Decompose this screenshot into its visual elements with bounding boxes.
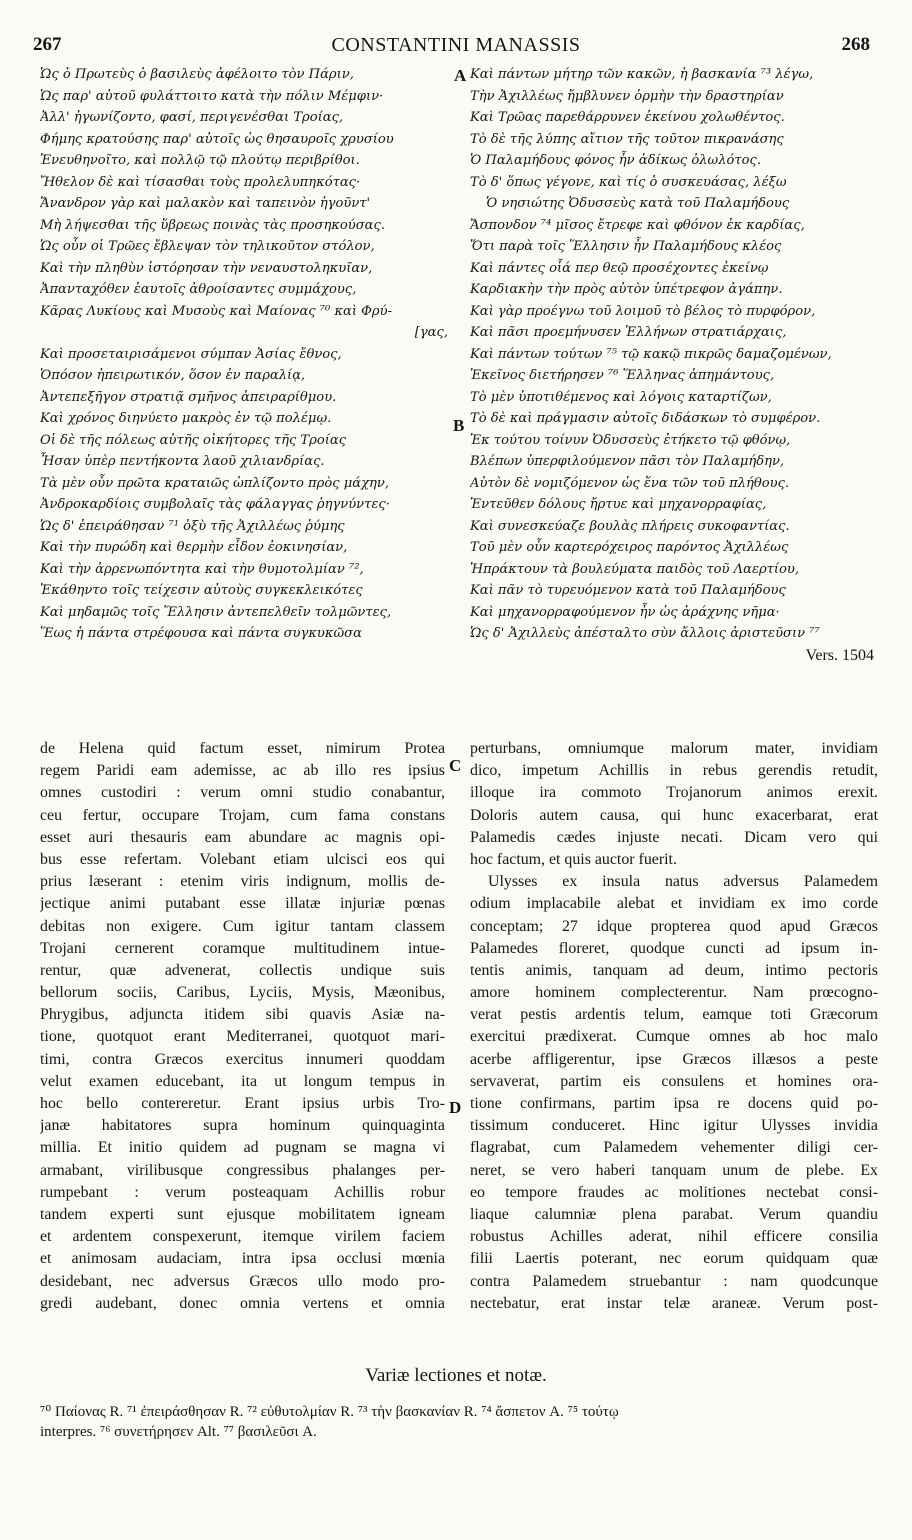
latin-text-line: debitas non exigere. Cum igitur tantam classem bbox=[40, 917, 445, 935]
greek-verse-line: Τὸ μὲν ὑποτιθέμενος καὶ λόγοις καταρτίζων, bbox=[470, 389, 772, 405]
greek-verse-line: Ἐντεῦθεν δόλους ἤρτυε καὶ μηχανορραφίας, bbox=[470, 497, 767, 512]
greek-verse-line: Τὸ δὲ τῆς λύπης αἴτιον τῆς τοῦτον πικρανάσης bbox=[470, 131, 784, 147]
greek-verse-line: Τὰ μὲν οὖν πρῶτα κραταιῶς ὡπλίζοντο πρὸς μάχην, bbox=[40, 475, 389, 491]
greek-verse-line: Καὶ τὴν πυρώδη καὶ θερμὴν εἶδον ἐοκινησίαν, bbox=[40, 540, 348, 555]
greek-verse-line: Καὶ χρόνος διηνύετο μακρὸς ἐν τῷ πολέμῳ. bbox=[40, 411, 332, 426]
greek-verse-line: Καρδιακὴν τὴν πρὸς αὐτὸν ὑπέτρεφον ἀγάπην. bbox=[470, 282, 783, 297]
greek-verse-line: Ὡς οὖν οἱ Τρῶες ἔβλεψαν τὸν τηλικοῦτον στόλον, bbox=[40, 239, 375, 254]
latin-text-line: gredi audebant, donec omnia vertens et omnia bbox=[40, 1294, 445, 1312]
greek-verse-line: Καὶ πάντων τούτων ⁷⁵ τῷ κακῷ πικρῶς δαμαζομένων, bbox=[470, 346, 832, 362]
page-number-left: 267 bbox=[33, 34, 62, 55]
greek-verse-line: Ἐκάθηντο τοῖς τείχεσιν αὐτοὺς συγκεκλεικότες bbox=[40, 583, 363, 598]
latin-text-line: robustus Achilles aderat, nihil efficere consilia bbox=[470, 1228, 878, 1246]
latin-text-line: perturbans, omniumque malorum mater, invidiam bbox=[470, 740, 878, 757]
greek-verse-line: Ἄσπονδον ⁷⁴ μῖσος ἔτρεφε καὶ φθόνον ἐκ καρδίας, bbox=[470, 217, 805, 233]
latin-text-line: odium implacabile alebat et invidiam ex imo corde bbox=[470, 895, 878, 913]
greek-verse-line: Οἱ δὲ τῆς πόλεως αὐτῆς οἰκήτορες τῆς Τροίας bbox=[40, 432, 347, 448]
greek-verse-line: Καὶ Τρῶας παρεθάρρυνεν ἐκείνου χολωθέντος. bbox=[470, 110, 785, 125]
latin-text-line: timi, contra Græcos exercitus innumeri quoddam bbox=[40, 1050, 445, 1068]
latin-text-line: et animosam audaciam, intra ipsa occlusi mœnia bbox=[40, 1250, 445, 1268]
greek-verse-line: Ὡς ὁ Πρωτεὺς ὁ βασιλεὺς ἀφέλοιτο τὸν Πάριν, bbox=[40, 67, 354, 82]
latin-text-line: contra Palamedem struebantur : nam quodcunque bbox=[470, 1272, 878, 1290]
latin-text-line: verat pestis ardentis telum, eamque toti Græcorum bbox=[470, 1006, 878, 1024]
greek-verse-line: Κᾶρας Λυκίους καὶ Μυσοὺς καὶ Μαίονας ⁷⁰ καὶ Φρύ- bbox=[40, 303, 392, 319]
latin-text-line: tione, quotquot erant Mediterranei, quotquot mari- bbox=[40, 1028, 445, 1046]
latin-text-line: tione confirmans, partim ipsa re docens quid po- bbox=[470, 1095, 878, 1112]
greek-verse-line: Μὴ λήψεσθαι τῆς ὕβρεως ποινὰς τὰς προσηκούσας. bbox=[40, 217, 385, 233]
greek-verse-line: Ὁπόσον ἠπειρωτικόν, ὅσον ἐν παραλίᾳ, bbox=[40, 368, 306, 383]
latin-text-line: Palamedis cædes injuste necati. Dicam vero qui bbox=[470, 828, 878, 846]
greek-verse-line: Ὁ Παλαμήδους φόνος ἦν ἀδίκως ὀλωλότος. bbox=[470, 153, 762, 168]
greek-verse-line: Ἐκεῖνος διετήρησεν ⁷⁶ Ἕλληνας ἀπημάντους, bbox=[470, 368, 775, 383]
greek-verse-line: Καὶ γὰρ προέγνω τοῦ λοιμοῦ τὸ βέλος τὸ πυρφόρον, bbox=[470, 303, 816, 319]
page-number-right: 268 bbox=[841, 34, 870, 55]
greek-text-right-column bbox=[470, 64, 878, 666]
greek-verse-line: Αὐτὸν δὲ νομιζόμενον ὡς ἕνα τῶν τοῦ πλήθους. bbox=[470, 475, 790, 491]
column-marker-c: C bbox=[449, 756, 462, 775]
latin-text-line: de Helena quid factum esset, nimirum Protea bbox=[40, 740, 445, 757]
latin-text-line: bus esse refertam. Volebant etiam ulcisci eos qui bbox=[40, 850, 445, 868]
greek-verse-line: Τὸ δ' ὅπως γέγονε, καὶ τίς ὁ συσκευάσας, λέξω bbox=[470, 174, 787, 190]
latin-text-line: regem Paridi eam ademisse, ac ab illo res ipsius bbox=[40, 762, 445, 780]
latin-text-line: acerbe affligerentur, ipse Græcos illæsos a peste bbox=[470, 1050, 878, 1068]
greek-verse-line: Ἠπράκτουν τὰ βουλεύματα παιδὸς τοῦ Λαερτίου, bbox=[470, 561, 800, 577]
latin-text-line: neret, se vero haberi tanquam unum de plebe. Ex bbox=[470, 1161, 878, 1179]
running-title: CONSTANTINI MANASSIS bbox=[331, 34, 581, 56]
latin-text-line: Trojani cernerent coramque multitudinem intue- bbox=[40, 939, 445, 957]
greek-verse-line: Καὶ τὴν ἀρρενωπόντητα καὶ τὴν θυμοτολμίαν ⁷², bbox=[40, 561, 364, 577]
greek-verse-line: Καὶ τὴν πληθὺν ἱστόρησαν τὴν νεναυστοληκυῖαν, bbox=[40, 260, 373, 276]
latin-text-line: bellorum sociis, Caribus, Lyciis, Mysis, Mæonibus, bbox=[40, 984, 445, 1002]
column-marker-b: B bbox=[453, 416, 465, 435]
greek-verse-line: Ὅτι παρὰ τοῖς Ἕλλησιν ἦν Παλαμήδους κλέος bbox=[470, 239, 782, 254]
latin-text-line: rentur, quæ advenerat, collectis undique suis bbox=[40, 961, 445, 979]
greek-verse-line: Καὶ συνεσκεύαζε βουλὰς πλήρεις συκοφαντίας. bbox=[470, 518, 790, 534]
latin-text-line: desidebant, nec adversus Græcos ullo modo pro- bbox=[40, 1272, 445, 1290]
latin-text-line: amore hominem complecterentur. Nam prœcogno- bbox=[470, 984, 878, 1002]
latin-text-line: rumpebant : verum posteaquam Achillis robur bbox=[40, 1183, 445, 1201]
notes-heading: Variæ lectiones et notæ. bbox=[365, 1365, 547, 1386]
greek-verse-line: [γας, bbox=[414, 325, 448, 340]
latin-text-line: Phrygibus, adjuncta itidem sibi quavis Asiæ na- bbox=[40, 1006, 445, 1024]
latin-text-line: Doloris autem causa, qui hunc exacerbarat, erat bbox=[470, 806, 878, 824]
latin-text-line: Palamedes floreret, quodque cuncti ad ipsum in- bbox=[470, 939, 878, 957]
greek-verse-line: Ἦσαν ὑπὲρ πεντήκοντα λαοῦ χιλιανδρίας. bbox=[40, 454, 325, 469]
latin-text-line: tandem experti sunt ejusque mobilitatem igneam bbox=[40, 1205, 445, 1223]
latin-text-line: ceu fertur, occupare Trojam, cum fama constans bbox=[40, 806, 445, 824]
greek-verse-line: Ὡς δ' ἐπειράθησαν ⁷¹ ὀξὺ τῆς Ἀχιλλέως ῥύμης bbox=[40, 518, 345, 534]
greek-verse-line: Ὁ νησιώτης Ὀδυσσεὺς κατὰ τοῦ Παλαμήδους bbox=[486, 196, 790, 211]
latin-text-line: hoc bello contereretur. Erant ipsius urbis Tro- bbox=[40, 1095, 445, 1112]
latin-text-line: tissimum conduceret. Hinc igitur Ulysses invidia bbox=[470, 1117, 878, 1135]
latin-text-line: eo tempore fraudes ac molitiones nectebat consi- bbox=[470, 1183, 878, 1201]
greek-verse-line: Ἀλλ' ἠγωνίζοντο, φασί, περιγενέσθαι Τροίας, bbox=[40, 110, 344, 125]
latin-translation-right-column bbox=[470, 738, 878, 1315]
greek-text-left-column bbox=[40, 64, 460, 645]
latin-text-line: esset auri thesauris eam abundare ac magnis opi- bbox=[40, 828, 445, 846]
latin-text-line: tentis animis, tanquam ad deum, intimo pectoris bbox=[470, 961, 878, 979]
latin-text-line: jectique animi putabant esse illatæ injuriæ pœnas bbox=[40, 895, 445, 913]
greek-verse-line: Ὡς παρ' αὐτοῦ φυλάττοιτο κατὰ τὴν πόλιν Μέμφιν· bbox=[40, 88, 384, 104]
latin-text-line: nectebatur, erat instar telæ araneæ. Verum post- bbox=[470, 1294, 878, 1312]
latin-text-line: conceptam; 27 idque propterea quod apud Græcos bbox=[470, 917, 878, 935]
verse-number-label: Vers. 1504 bbox=[805, 646, 874, 664]
greek-verse-line: Καὶ προσεταιρισάμενοι σύμπαν Ἀσίας ἔθνος, bbox=[40, 346, 342, 362]
greek-verse-line: Καὶ πάντες οἷά περ θεῷ προσέχοντες ἐκείνῳ bbox=[470, 260, 769, 276]
greek-verse-line: Ὡς δ' Ἀχιλλεὺς ἀπέσταλτο σὺν ἄλλοις ἀριστεῦσιν ⁷⁷ bbox=[470, 626, 820, 641]
latin-text-line: hoc factum, et quis auctor fuerit. bbox=[470, 850, 677, 868]
latin-text-line: dico, impetum Achillis in rebus gerendis retudit, bbox=[470, 762, 878, 780]
latin-text-line: prius læserant : etenim viris indignum, mollis de- bbox=[40, 873, 445, 891]
latin-text-line: illoque ira commoto Trojanorum animos erexit. bbox=[470, 784, 878, 802]
latin-text-line: millia. Et initio quidem ad pugnam se magna vi bbox=[40, 1139, 445, 1157]
greek-verse-line: Καὶ πᾶσι προεμήνυσεν Ἑλλήνων στρατιάρχαις, bbox=[470, 325, 787, 340]
latin-text-line: liaque calumniæ plena parabat. Verum quandiu bbox=[470, 1205, 878, 1223]
greek-verse-line: Φήμης κρατούσης παρ' αὐτοῖς ὡς θησαυροῖς χρυσίου bbox=[40, 131, 394, 147]
greek-verse-line: Καὶ πάντων μήτηρ τῶν κακῶν, ἡ βασκανία ⁷³ λέγω, bbox=[470, 67, 814, 82]
greek-verse-line: Τοῦ μὲν οὖν καρτερόχειρος παρόντος Ἀχιλλέως bbox=[470, 540, 789, 555]
greek-verse-line: Τὴν Ἀχιλλέως ἤμβλυνεν ὁρμὴν τὴν δραστηρίαν bbox=[470, 88, 784, 104]
greek-verse-line: Ἐνευθηνοῖτο, καὶ πολλῷ τῷ πλούτῳ περιβρίθοι. bbox=[40, 153, 360, 168]
greek-verse-line: Ἀπανταχόθεν ἑαυτοῖς ἀθροίσαντες συμμάχους, bbox=[40, 282, 357, 297]
greek-verse-line: Καὶ πᾶν τὸ τυρευόμενον κατὰ τοῦ Παλαμήδους bbox=[470, 583, 786, 598]
latin-text-line: filii Laertis poterant, nec eorum quidquam quæ bbox=[470, 1250, 878, 1268]
latin-text-line: armabant, virilibusque congressibus phalanges per- bbox=[40, 1161, 445, 1179]
greek-verse-line: Καὶ μηδαμῶς τοῖς Ἕλλησιν ἀντεπελθεῖν τολμῶντες, bbox=[40, 604, 392, 620]
note-line: ⁷⁰ Παίονας R. ⁷¹ ἐπειράσθησαν R. ⁷² εὐθυτολμίαν R. ⁷³ τὴν βασκανίαν R. ⁷⁴ ἄσπετον A. ⁷⁵ τούτῳ bbox=[40, 1404, 619, 1420]
greek-verse-line: Ἕως ἡ πάντα στρέφουσα καὶ πάντα συγκυκῶσα bbox=[40, 626, 362, 641]
page-header bbox=[0, 34, 912, 64]
greek-verse-line: Βλέπων ὑπερφιλούμενον πᾶσι τὸν Παλαμήδην, bbox=[470, 454, 785, 469]
latin-text-line: servaverat, partim eis consulens et homines ora- bbox=[470, 1072, 878, 1090]
column-marker-d: D bbox=[449, 1098, 462, 1117]
note-line: interpres. ⁷⁶ συνετήρησεν Alt. ⁷⁷ βασιλεῦσι A. bbox=[40, 1424, 317, 1440]
latin-text-line: Ulysses ex insula natus adversus Palamedem bbox=[488, 873, 878, 891]
column-marker-a: A bbox=[454, 66, 467, 85]
notes-section bbox=[40, 1402, 878, 1442]
latin-text-line: exercitui prædixerat. Cumque omnes ab hoc malo bbox=[470, 1028, 878, 1046]
latin-text-line: omnes custodiri : verum omni studio conabantur, bbox=[40, 784, 445, 802]
greek-verse-line: Καὶ μηχανορραφούμενον ἦν ὡς ἀράχνης νῆμα· bbox=[470, 604, 780, 620]
latin-text-line: janæ habitatores supra hominum quinquaginta bbox=[40, 1117, 445, 1135]
latin-text-line: flagrabat, cum Palamedem vehementer diligi cer- bbox=[470, 1139, 878, 1157]
greek-verse-line: Ἀντεπεξῆγον στρατιᾷ σμῆνος ἀπειραρίθμου. bbox=[40, 389, 337, 405]
latin-translation-left-column bbox=[40, 738, 445, 1315]
greek-verse-line: Τὸ δὲ καὶ πράγμασιν αὐτοῖς διδάσκων τὸ συμφέρον. bbox=[470, 411, 821, 426]
latin-text-line: et ardentem conspexerunt, itemque virilem faciem bbox=[40, 1228, 445, 1246]
greek-verse-line: Ἀνδροκαρδίοις συμβολαῖς τὰς φάλαγγας ῥηγνύντες· bbox=[40, 497, 390, 512]
greek-verse-line: Ἤθελον δὲ καὶ τίσασθαι τοὺς προλελυπηκότας· bbox=[40, 174, 361, 190]
latin-text-line: velut examen educebant, ita ut longum tempus in bbox=[40, 1072, 445, 1090]
greek-verse-line: Ἐκ τούτου τοίνυν Ὀδυσσεὺς ἐτήκετο τῷ φθόνῳ, bbox=[470, 432, 791, 448]
greek-verse-line: Ἄνανδρον γὰρ καὶ μαλακὸν καὶ ταπεινὸν ἡγοῦντ' bbox=[40, 196, 371, 211]
